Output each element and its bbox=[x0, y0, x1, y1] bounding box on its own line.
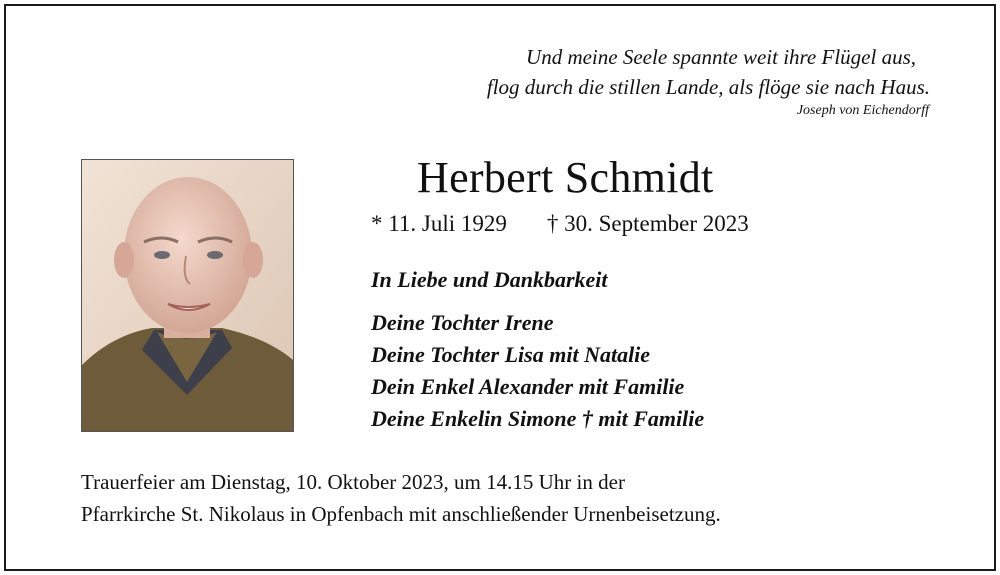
mourners-intro: In Liebe und Dankbarkeit bbox=[371, 267, 608, 292]
service-line-1: Trauerfeier am Dienstag, 10. Oktober 2023, um 14.15 Uhr in der bbox=[81, 470, 625, 494]
mourners-block bbox=[371, 265, 704, 435]
funeral-service-info bbox=[81, 466, 721, 530]
portrait-photo bbox=[81, 159, 294, 432]
death-date: † 30. September 2023 bbox=[546, 211, 749, 236]
mourner-line: Deine Enkelin Simone † mit Familie bbox=[371, 406, 705, 431]
life-dates bbox=[371, 209, 749, 239]
poem-quote bbox=[330, 42, 930, 102]
birth-date: * 11. Juli 1929 bbox=[371, 211, 507, 236]
mourner-line: Deine Tochter Lisa mit Natalie bbox=[371, 342, 651, 367]
portrait-image bbox=[82, 160, 293, 431]
quote-author: Joseph von Eichendorff bbox=[796, 103, 929, 118]
deceased-name: Herbert Schmidt bbox=[417, 153, 714, 202]
mourner-line: Deine Tochter Irene bbox=[371, 310, 554, 335]
quote-line-2: flog durch die stillen Lande, als flöge sie nach Haus. bbox=[486, 75, 930, 99]
service-line-2: Pfarrkirche St. Nikolaus in Opfenbach mit anschließender Urnenbeisetzung. bbox=[81, 502, 721, 526]
quote-line-1: Und meine Seele spannte weit ihre Flügel aus, bbox=[526, 45, 916, 69]
mourner-line: Dein Enkel Alexander mit Familie bbox=[371, 374, 685, 399]
